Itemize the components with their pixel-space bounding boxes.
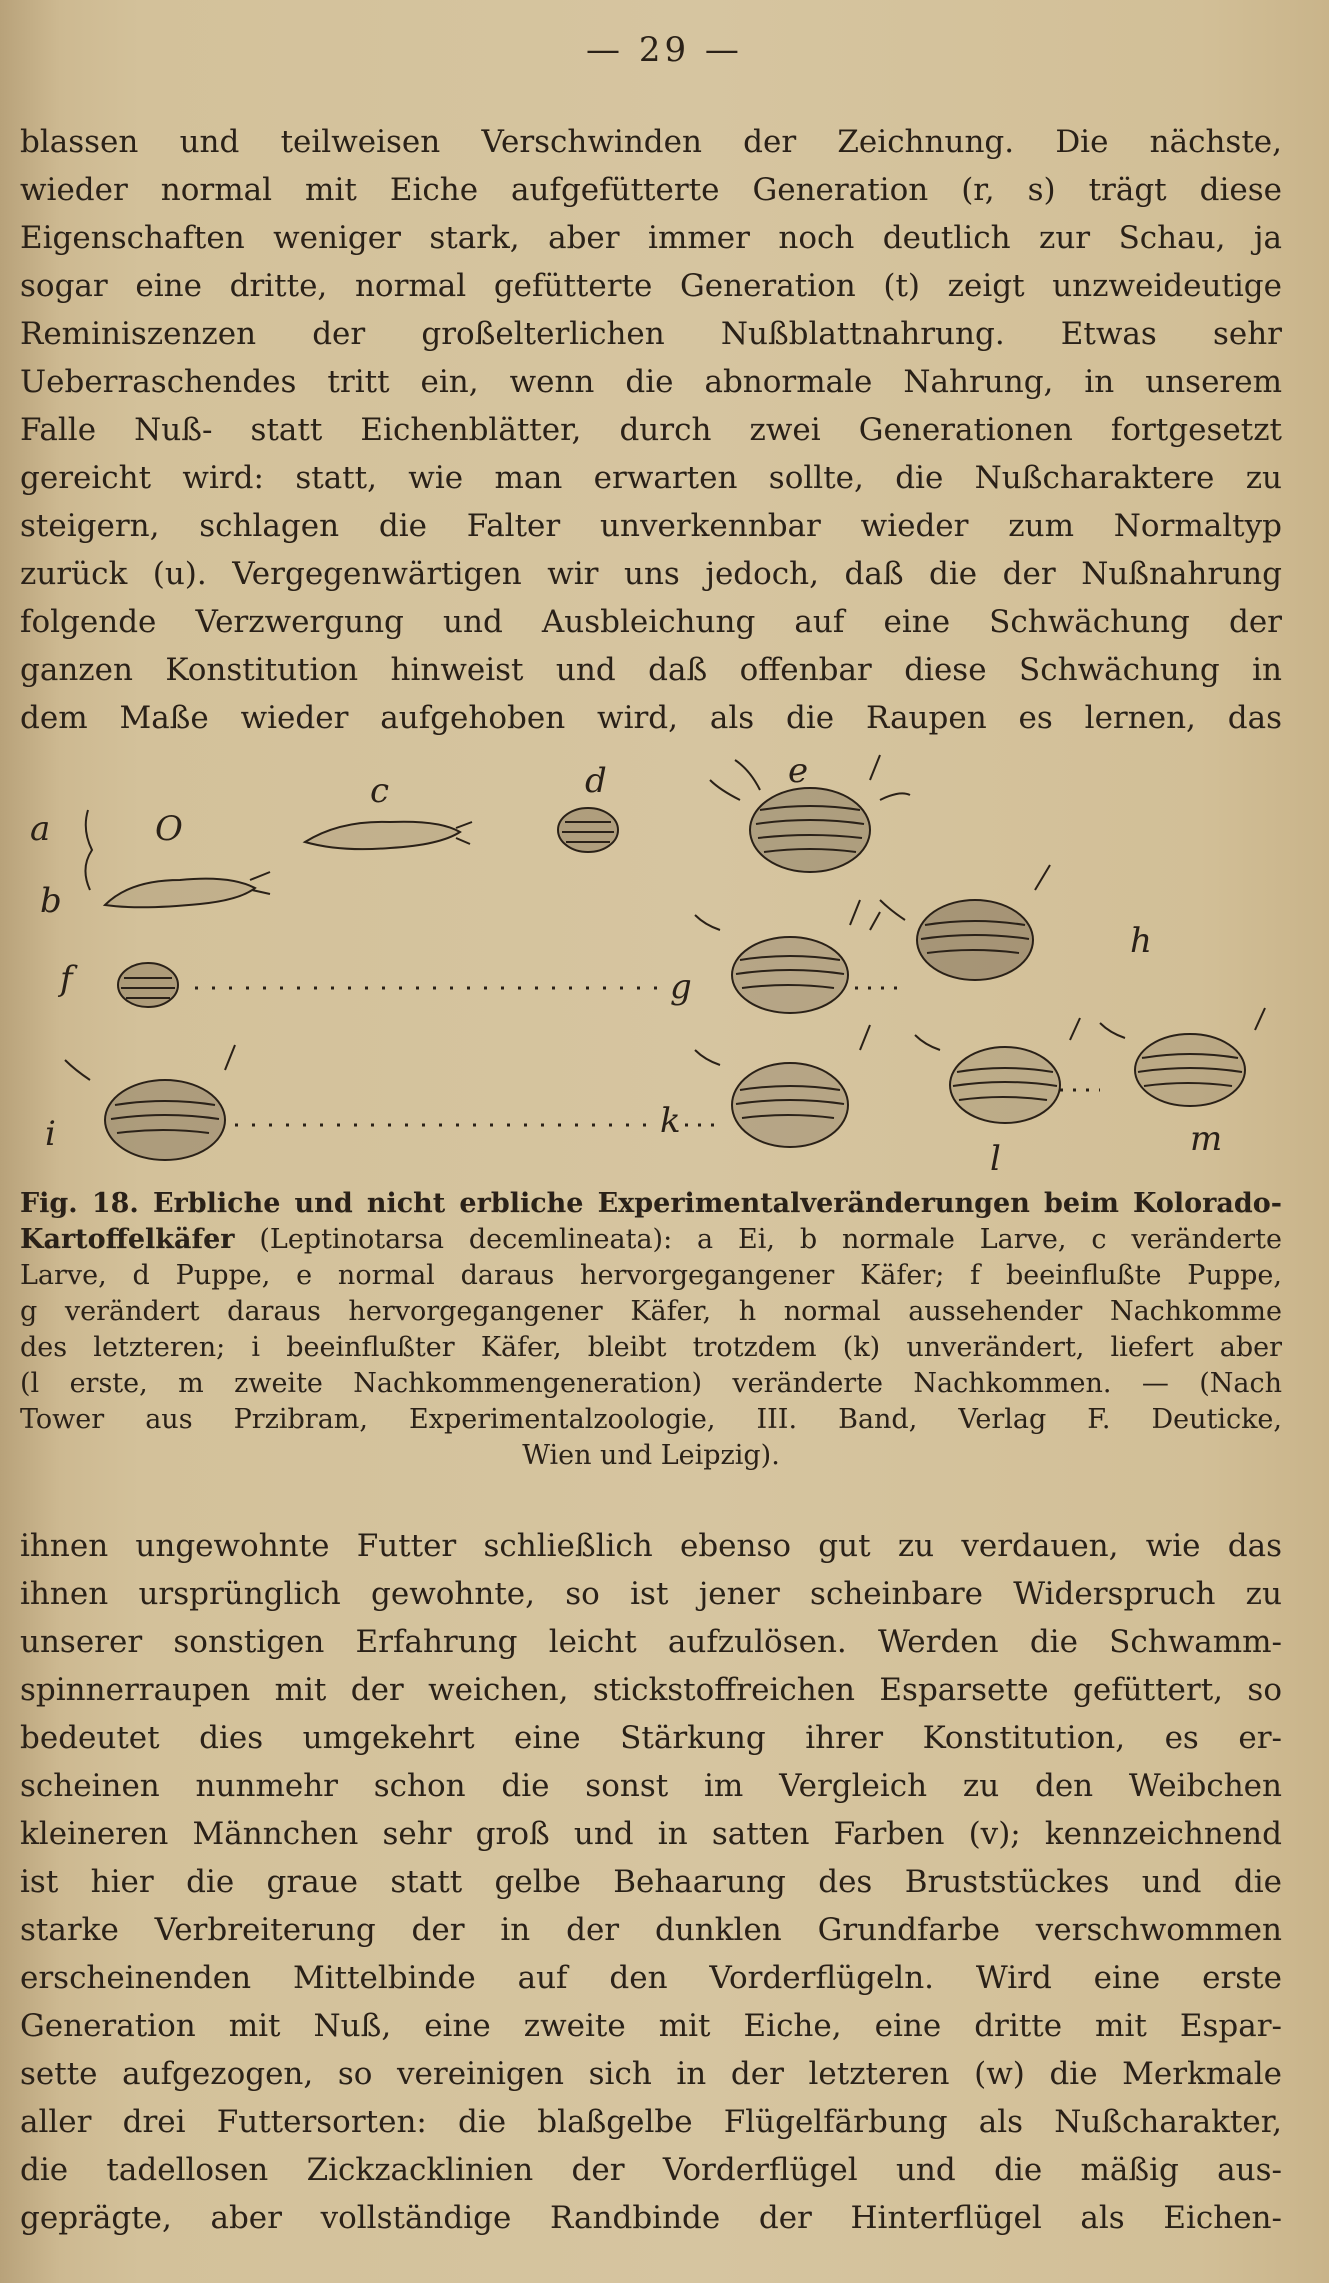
figure-label-e: e <box>788 751 809 791</box>
caption-bold: Kartoffelkäfer <box>20 1224 235 1255</box>
text-line: unserer sonstigen Erfahrung leicht aufzulösen. Werden die Schwamm- <box>20 1624 1282 1660</box>
caption-text: (Leptinotarsa decemlineata): a Ei, b normale Larve, c veränderte <box>234 1224 1282 1255</box>
text-line: spinnerraupen mit der weichen, stickstoffreichen Esparsette gefüttert, so <box>20 1672 1282 1708</box>
paragraph-top <box>20 118 1282 742</box>
text-line: dem Maße wieder aufgehoben wird, als die Raupen es lernen, das <box>20 700 1282 736</box>
text-line: Reminiszenzen der großelterlichen Nußblattnahrung. Etwas sehr <box>20 316 1282 352</box>
text-line: steigern, schlagen die Falter unverkennbar wieder zum Normaltyp <box>20 508 1282 544</box>
caption-line <box>20 1330 1282 1366</box>
caption-line <box>20 1186 1282 1222</box>
beetle-m-drawing <box>1100 1008 1265 1106</box>
figure-label-d: d <box>585 761 607 801</box>
caption-line <box>20 1294 1282 1330</box>
figure-caption <box>20 1186 1282 1474</box>
text-line: wieder normal mit Eiche aufgefütterte Generation (r, s) trägt diese <box>20 172 1282 208</box>
beetle-e-drawing <box>710 755 910 872</box>
caption-text: Wien und Leipzig). <box>522 1440 780 1471</box>
figure-label-l: l <box>990 1139 1001 1179</box>
larva-normal-drawing <box>105 872 270 907</box>
pupa-f-drawing <box>118 963 178 1007</box>
caption-text: g verändert daraus hervorgegangener Käfer, h normal aussehender Nachkomme <box>20 1296 1282 1327</box>
beetle-g-drawing <box>695 900 880 1013</box>
caption-line <box>20 1402 1282 1438</box>
figure-label-f: f <box>60 959 73 999</box>
text-line: sette aufgezogen, so vereinigen sich in der letzteren (w) die Merkmale <box>20 2056 1282 2092</box>
figure-label-i: i <box>45 1114 56 1154</box>
caption-text: Larve, d Puppe, e normal daraus hervorgegangener Käfer; f beeinflußte Puppe, <box>20 1260 1282 1291</box>
text-line: Generation mit Nuß, eine zweite mit Eiche, eine dritte mit Espar- <box>20 2008 1282 2044</box>
text-line: zurück (u). Vergegenwärtigen wir uns jedoch, daß die der Nußnahrung <box>20 556 1282 592</box>
text-line: aller drei Futtersorten: die blaßgelbe Flügelfärbung als Nußcharakter, <box>20 2104 1282 2140</box>
text-line: die tadellosen Zickzacklinien der Vorderflügel und die mäßig aus- <box>20 2152 1282 2188</box>
figure-label-b: b <box>40 881 62 921</box>
text-line: geprägte, aber vollständige Randbinde der Hinterflügel als Eichen- <box>20 2200 1282 2236</box>
caption-text: des letzteren; i beeinflußter Käfer, bleibt trotzdem (k) unverändert, liefert aber <box>20 1332 1282 1363</box>
beetle-h-drawing <box>880 865 1050 980</box>
figure-label-o: O <box>155 809 183 849</box>
page-number: — 29 — <box>586 30 743 70</box>
text-line: starke Verbreiterung der in der dunklen Grundfarbe verschwommen <box>20 1912 1282 1948</box>
figure-label-h: h <box>1130 921 1152 961</box>
text-line: Ueberraschendes tritt ein, wenn die abnormale Nahrung, in unserem <box>20 364 1282 400</box>
text-line: folgende Verzwergung und Ausbleichung auf eine Schwächung der <box>20 604 1282 640</box>
larva-altered-drawing <box>305 822 472 849</box>
text-line: ist hier die graue statt gelbe Behaarung des Bruststückes und die <box>20 1864 1282 1900</box>
text-line: scheinen nunmehr schon die sonst im Vergleich zu den Weibchen <box>20 1768 1282 1804</box>
caption-line <box>20 1258 1282 1294</box>
caption-text: (l erste, m zweite Nachkommengeneration) veränderte Nachkommen. — (Nach <box>20 1368 1282 1399</box>
figure-drawing <box>20 740 1310 1180</box>
text-line: bedeutet dies umgekehrt eine Stärkung ihrer Konstitution, es er- <box>20 1720 1282 1756</box>
caption-line <box>20 1366 1282 1402</box>
beetle-l-drawing <box>915 1018 1080 1123</box>
text-line: ihnen ungewohnte Futter schließlich ebenso gut zu verdauen, wie das <box>20 1528 1282 1564</box>
text-line: kleineren Männchen sehr groß und in satten Farben (v); kennzeichnend <box>20 1816 1282 1852</box>
text-line: gereicht wird: statt, wie man erwarten sollte, die Nußcharaktere zu <box>20 460 1282 496</box>
figure-label-g: g <box>670 967 692 1007</box>
figure-label-m: m <box>1190 1119 1223 1159</box>
caption-line <box>20 1222 1282 1258</box>
text-line: blassen und teilweisen Verschwinden der Zeichnung. Die nächste, <box>20 124 1282 160</box>
text-line: sogar eine dritte, normal gefütterte Generation (t) zeigt unzweideutige <box>20 268 1282 304</box>
figure-label-a: a <box>30 809 51 849</box>
text-line: Eigenschaften weniger stark, aber immer noch deutlich zur Schau, ja <box>20 220 1282 256</box>
caption-text: Tower aus Przibram, Experimentalzoologie, III. Band, Verlag F. Deuticke, <box>20 1404 1282 1435</box>
bracket-line <box>85 810 92 890</box>
text-line: erscheinenden Mittelbinde auf den Vorderflügeln. Wird eine erste <box>20 1960 1282 1996</box>
text-line: ihnen ursprünglich gewohnte, so ist jener scheinbare Widerspruch zu <box>20 1576 1282 1612</box>
figure-beetle-illustration <box>20 740 1310 1180</box>
beetle-k-drawing <box>695 1025 870 1147</box>
caption-bold: Fig. 18. Erbliche und nicht erbliche Experimentalveränderungen beim Kolorado- <box>20 1188 1282 1219</box>
pupa-drawing <box>558 808 618 852</box>
paragraph-bottom <box>20 1522 1282 2242</box>
figure-label-k: k <box>660 1101 681 1141</box>
figure-label-c: c <box>370 771 390 811</box>
beetle-i-drawing <box>65 1045 235 1160</box>
caption-line <box>20 1438 1282 1474</box>
text-line: ganzen Konstitution hinweist und daß offenbar diese Schwächung in <box>20 652 1282 688</box>
text-line: Falle Nuß- statt Eichenblätter, durch zwei Generationen fortgesetzt <box>20 412 1282 448</box>
